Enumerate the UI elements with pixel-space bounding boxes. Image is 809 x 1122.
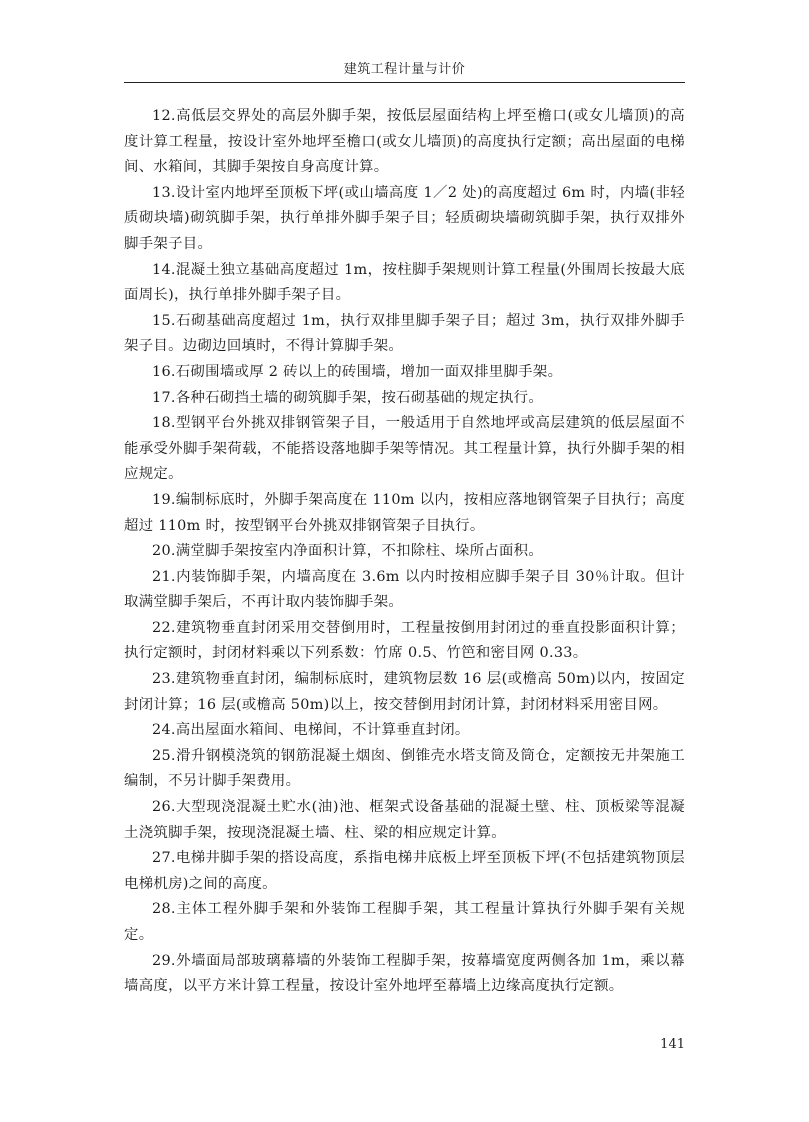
paragraph-26: 26.大型现浇混凝土贮水(油)池、框架式设备基础的混凝土壁、柱、顶板梁等混凝土浇筑脚手架，按现浇混凝土墙、柱、梁的相应规定计算。 (124, 799, 685, 841)
paragraph-20: 20.满堂脚手架按室内净面积计算，不扣除柱、垛所占面积。 (152, 543, 544, 560)
paragraph-12: 12.高低层交界处的高层外脚手架，按低层屋面结构上坪至檐口(或女儿墙顶)的高度计算工程量，按设计室外地坪至檐口(或女儿墙顶)的高度执行定额；高出屋面的电梯间、水箱间，其脚手架按自身高度计算。 (124, 108, 685, 176)
paragraph-18: 18.型钢平台外挑双排钢管架子目，一般适用于自然地坪或高层建筑的低层屋面不能承受外脚手架荷载，不能搭设落地脚手架等情况。其工程量计算，执行外脚手架的相应规定。 (124, 415, 685, 483)
page-number: 141 (660, 1037, 685, 1052)
paragraph-25: 25.滑升钢模浇筑的钢筋混凝土烟囱、倒锥壳水塔支筒及筒仓，定额按无井架施工编制，不另计脚手架费用。 (124, 747, 685, 790)
paragraph-23: 23.建筑物垂直封闭，编制标底时，建筑物层数 16 层(或檐高 50m)以内，按固定封闭计算；16 层(或檐高 50m)以上，按交替倒用封闭计算，封闭材料采用密目网。 (124, 671, 685, 713)
paragraph-27: 27.电梯井脚手架的搭设高度，系指电梯井底板上坪至顶板下坪(不包括建筑物顶层电梯机房)之间的高度。 (124, 850, 685, 892)
paragraph-19: 19.编制标底时，外脚手架高度在 110m 以内，按相应落地钢管架子目执行；高度超过 110m 时，按型钢平台外挑双排钢管架子目执行。 (124, 491, 685, 534)
paragraph-16: 16.石砌围墙或厚 2 砖以上的砖围墙，增加一面双排里脚手架。 (152, 363, 563, 380)
paragraph-13: 13.设计室内地坪至顶板下坪(或山墙高度 1／2 处)的高度超过 6m 时，内墙(非轻质砌块墙)砌筑脚手架，执行单排外脚手架子目；轻质砌块墙砌筑脚手架，执行双排外脚手架子目。 (124, 184, 685, 252)
header-divider (124, 82, 685, 83)
paragraph-28: 28.主体工程外脚手架和外装饰工程脚手架，其工程量计算执行外脚手架有关规定。 (124, 901, 685, 943)
running-header: 建筑工程计量与计价 (343, 62, 466, 77)
paragraph-22: 22.建筑物垂直封闭采用交替倒用时，工程量按倒用封闭过的垂直投影面积计算；执行定额时，封闭材料乘以下列系数：竹席 0.5、竹笆和密目网 0.33。 (124, 619, 685, 662)
body-text (124, 104, 685, 1000)
paragraph-14: 14.混凝土独立基础高度超过 1m，按柱脚手架规则计算工程量(外围周长按最大底面周长)，执行单排外脚手架子目。 (124, 261, 685, 304)
paragraph-21: 21.内装饰脚手架，内墙高度在 3.6m 以内时按相应脚手架子目 30％计取。但计取满堂脚手架后，不再计取内装饰脚手架。 (124, 568, 685, 611)
paragraph-29: 29.外墙面局部玻璃幕墙的外装饰工程脚手架，按幕墙宽度两侧各加 1m，乘以幕墙高度，以平方米计算工程量，按设计室外地坪至幕墙上边缘高度执行定额。 (124, 952, 685, 995)
paragraph-15: 15.石砌基础高度超过 1m，执行双排里脚手架子目；超过 3m，执行双排外脚手架子目。边砌边回填时，不得计算脚手架。 (124, 312, 685, 355)
paragraph-17: 17.各种石砌挡土墙的砌筑脚手架，按石砌基础的规定执行。 (152, 389, 544, 406)
paragraph-24: 24.高出屋面水箱间、电梯间，不计算垂直封闭。 (152, 722, 470, 739)
